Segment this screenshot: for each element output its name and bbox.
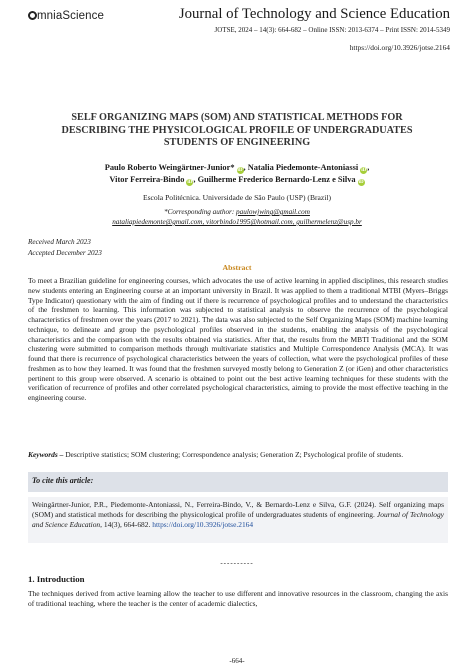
orcid-icon[interactable]: iD — [361, 168, 367, 173]
corresponding-author: *Corresponding author: paulowjwing@gmail.com nataliapiedemonte@gmail.com, vitorbindo1995@hotmail.com, guilhermelenz@usp.br — [112, 208, 362, 226]
received-date: Received March 2023 — [28, 238, 91, 246]
orcid-icon[interactable]: iD — [358, 180, 364, 185]
citation-text: Weingärtner-Junior, P.R., Piedemonte-Antoniassi, N., Ferreira-Bindo, V., & Bernardo-Lenz e Silva, G.F. (2024). Self organizing maps (SOM) and statistical methods for describing the physicological profile of undergraduates students of engineering. Journal of Technology and Science Education, 14(3), 664-682. https://doi.org/10.3926/jotse.2164 — [32, 500, 444, 529]
journal-issn-line: JOTSE, 2024 – 14(3): 664-682 – Online ISSN: 2013-6374 – Print ISSN: 2014-5349 — [214, 26, 450, 34]
author-list: Paulo Roberto Weingärtner-Junior* iD, Natalia Piedemonte-Antoniassi iD, Vitor Ferreira-Bindo iD, Guilherme Frederico Bernardo-Lenz e Silva iD — [104, 163, 370, 185]
orcid-icon[interactable]: iD — [187, 180, 193, 185]
abstract-text: To meet a Brazilian guideline for engineering courses, which advocates the use of active learning in applied disciplines, this research studies new students entering an Engineering course at an important university in Brazil. It was applied to them a traditional MTBI (Myers–Briggs Type Indicator) questionary with the aim of finding out if there is recurrence of psychological profiles and to understand the characteristics of the freshmen to learning. This information was subjected to statistical analysis to observe the recurrence of the psychological characteristics of freshmen over the years (2017 to 2021). The data was also subjected to the Self Organizing Maps (SOM) machine learning technique, to delineate and group the psychological profiles observed in the students, enabling the analysis of the psychological characteristics and the comparison with the results obtained via statistics. After that, the results from the MBTI Traditional and the SOM clustering were submitted to comparison methods through multivariate statistics and Multiple Correspondence Analysis (MCA). It was found that there is recurrence of psychological characteristics between the years of collection, what were the psychological profiles of these freshmen as to how they learned. It was found that the freshmen surveyed mostly belong to Generation Z (or iGen) and other characteristics pertinent to this group were observed. A scenario is obtained to point out the best active learning techniques for these students with the verification of recurrence of profiles and other correlated psychological characteristics, aiming to provide the most effective teaching in the engineering course. — [28, 276, 448, 402]
keywords-label: Keywords – — [28, 450, 64, 459]
orcid-icon[interactable]: iD — [237, 168, 243, 173]
omnia-o-icon — [28, 11, 37, 20]
author-name: Guilherme Frederico Bernardo-Lenz e Silva — [197, 175, 356, 184]
author-name: Natalia Piedemonte-Antoniassi — [247, 163, 359, 172]
accepted-date: Accepted December 2023 — [28, 249, 102, 257]
introduction-text: The techniques derived from active learning allow the teacher to use different and innovative resources in the classroom, changing the axis of traditional teaching, where the teacher is the center of academic dialectics, — [28, 589, 448, 608]
keywords — [28, 450, 448, 460]
journal-title: Journal of Technology and Science Education — [178, 6, 450, 22]
paper-title: SELF ORGANIZING MAPS (SOM) AND STATISTICAL METHODS FOR DESCRIBING THE PHYSICOLOGICAL PROFILE OF UNDERGRADUATES STUDENTS OF ENGINEERING — [61, 112, 413, 149]
section-separator: ---------- — [220, 559, 254, 567]
header-doi-link[interactable]: https://doi.org/10.3926/jotse.2164 — [349, 43, 450, 52]
citation-journal: Journal of Technology and Science Education — [32, 509, 444, 529]
omniascience-logo[interactable]: mniaScience — [28, 10, 104, 22]
page-number: -664- — [229, 657, 245, 665]
affiliation: Escola Politécnica. Universidade de São Paulo (USP) (Brazil) — [142, 193, 332, 202]
author-emails-links[interactable]: nataliapiedemonte@gmail.com, vitorbindo1995@hotmail.com, guilhermelenz@usp.br — [112, 218, 362, 226]
submission-dates — [28, 237, 102, 259]
cite-heading: To cite this article: — [32, 476, 94, 485]
introduction-heading: 1. Introduction — [28, 574, 85, 584]
corresponding-email-link[interactable]: paulowjwing@gmail.com — [236, 208, 310, 216]
citation-doi-link[interactable]: https://doi.org/10.3926/jotse.2164 — [152, 519, 254, 529]
keywords-text: Descriptive statistics; SOM clustering; Correspondence analysis; Generation Z; Psychological profile of students. — [65, 450, 404, 459]
author-name: Paulo Roberto Weingärtner-Junior* — [104, 163, 235, 172]
abstract-heading: Abstract — [222, 263, 252, 272]
author-name: Vitor Ferreira-Bindo — [109, 175, 185, 184]
